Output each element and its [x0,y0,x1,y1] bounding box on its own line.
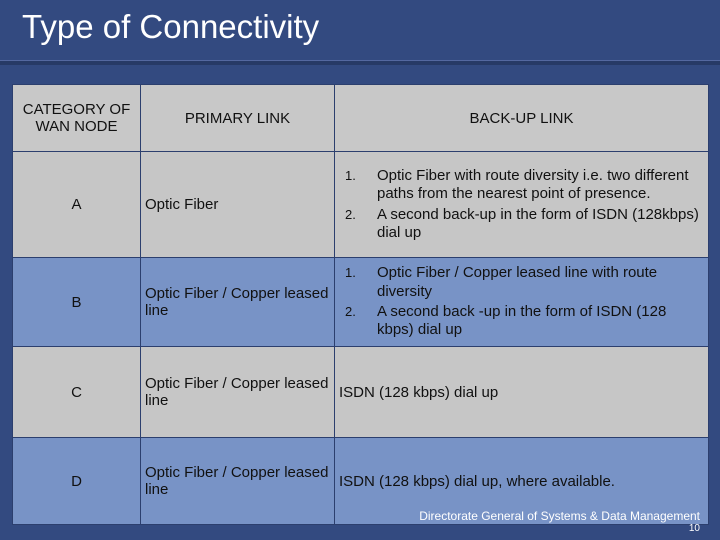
list-item [339,167,704,204]
list-text: Optic Fiber / Copper leased line with route diversity [377,264,658,300]
category-cell: B [13,258,141,347]
backup-list [339,264,704,339]
primary-link-cell: Optic Fiber / Copper leased line [141,438,335,525]
backup-link-cell: ISDN (128 kbps) dial up, where available. [335,438,709,525]
table-row [13,258,709,347]
list-number: 2. [345,304,356,319]
slide-footer [419,509,700,535]
connectivity-table [12,84,709,525]
page-number: 10 [688,523,700,535]
title-divider [0,60,720,65]
table-header-row [13,85,709,152]
list-number: 1. [345,265,356,281]
list-item [339,206,704,243]
table-row [13,347,709,438]
slide-title: Type of Connectivity [22,8,320,45]
header-backup-link: BACK-UP LINK [335,85,709,152]
category-cell: A [13,152,141,258]
list-text: Optic Fiber with route diversity i.e. two different paths from the nearest point of presence. [377,166,689,203]
primary-link-cell: Optic Fiber / Copper leased line [141,258,335,347]
header-category: CATEGORY OF WAN NODE [13,85,141,152]
list-item [339,264,704,301]
backup-list [339,167,704,242]
header-primary-link: PRIMARY LINK [141,85,335,152]
list-text: A second back-up in the form of ISDN (128kbps) dial up [377,205,699,241]
list-number: 2. [345,206,356,222]
category-cell: C [13,347,141,438]
backup-link-cell [335,258,709,347]
table-row [13,152,709,258]
list-text: A second back -up in the form of ISDN (128 kbps) dial up [377,303,667,339]
backup-link-cell: ISDN (128 kbps) dial up [335,347,709,438]
footer-organization: Directorate General of Systems & Data Management [419,509,700,523]
list-item [339,303,704,340]
backup-link-cell [335,152,709,258]
list-number: 1. [345,167,356,183]
primary-link-cell: Optic Fiber [141,152,335,258]
category-cell: D [13,438,141,525]
primary-link-cell: Optic Fiber / Copper leased line [141,347,335,438]
